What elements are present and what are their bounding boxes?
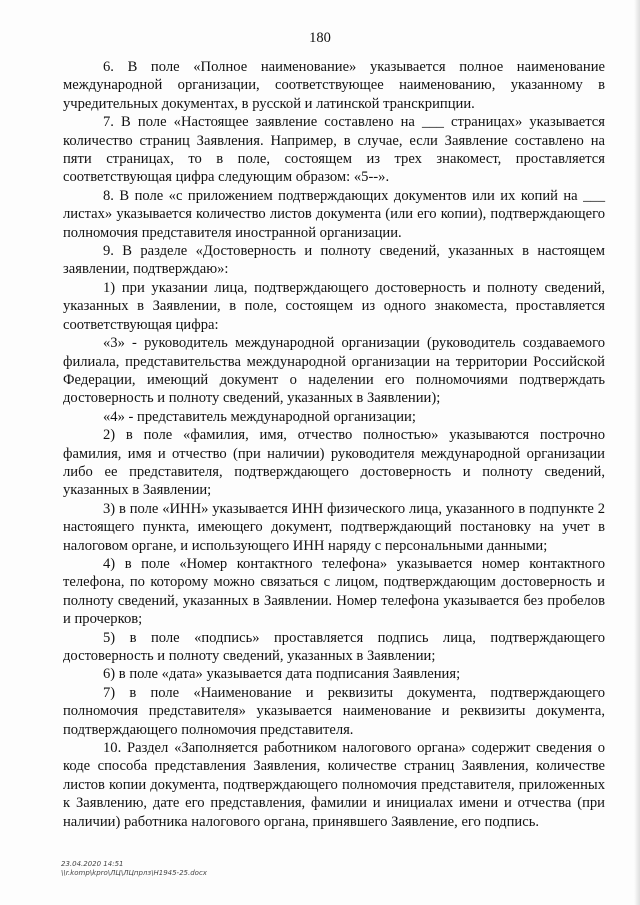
paragraph-9-option-4: «4» - представитель международной организации; [103,408,416,425]
paragraph-9-item-3: 3) в поле «ИНН» указывается ИНН физического лица, указанного в подпункте 2 настоящего пункта, имеющего документ, подтверждающий постановку на учет в налоговом органе, и использующего ИНН наряду с персональными данными; [63,500,605,554]
page-edge-shadow [634,0,640,905]
paragraph-9: 9. В разделе «Достоверность и полноту сведений, указанных в настоящем заявлении, подтверждаю»: [63,243,605,278]
paragraph-7: 7. В поле «Настоящее заявление составлено на ___ страницах» указывается количество страниц Заявления. Например, в случае, если Заявление составлено на пяти страницах, то в поле, состоящем из трех знакомест, проставляется соответствующая цифра следующим образом: «5--». [63,114,605,186]
paragraph-6: 6. В поле «Полное наименование» указывается полное наименование международной организации, соответствующее наименованию, указанному в учредительных документах, в русской и латинской транскрипции. [63,59,605,112]
page-number: 180 [309,30,331,46]
paragraph-8: 8. В поле «с приложением подтверждающих документов или их копий на ___ листах» указывается количество листов документа (или его копии), подтверждающего полномочия представителя иностранной организации. [63,187,605,241]
paragraph-10: 10. Раздел «Заполняется работником налогового органа» содержит сведения о коде способа представления Заявления, количестве страниц Заявления, количестве листов копии документа, подтверждающего полномочия представителя, приложенных к Заявлению, дате его представления, фамилии и инициалах имени и отчества (при наличии) работника налогового органа, принявшего Заявление, его подпись. [63,740,605,830]
paragraph-9-item-7: 7) в поле «Наименование и реквизиты документа, подтверждающего полномочия представителя» указывается наименование и реквизиты документа, подтверждающего полномочия представителя. [63,684,605,738]
document-body [63,58,605,831]
paragraph-9-item-1: 1) при указании лица, подтверждающего достоверность и полноту сведений, указанных в Заявлении, в поле, состоящем из одного знакоместа, проставляется соответствующая цифра: [63,279,605,333]
footer-file-path: \\r.komp\kpro\ЛЦ\ЛЦпрлз\Н1945-25.docx [61,869,207,877]
paragraph-9-item-2: 2) в поле «фамилия, имя, отчество полностью» указываются построчно фамилия, имя и отчество (при наличии) руководителя международной организации либо ее представителя, подтверждающего достоверность и полноту сведений, указанных в Заявлении; [63,427,605,499]
footer-timestamp: 23.04.2020 14:51 [61,860,124,868]
paragraph-9-item-6: 6) в поле «дата» указывается дата подписания Заявления; [103,666,461,683]
document-footer [61,860,207,878]
paragraph-9-option-3: «3» - руководитель международной организации (руководитель создаваемого филиала, представительства международной организации на территории Российской Федерации, имеющий документ о наделении его полномочиями подтверждать достоверность и полноту сведений, указанных в Заявлении); [63,335,605,407]
paragraph-9-item-4: 4) в поле «Номер контактного телефона» указывается номер контактного телефона, по которому можно связаться с лицом, подтверждающим достоверность и полноту сведений, указанных в Заявлении. Номер телефона указывается без пробелов и прочерков; [63,555,605,628]
paragraph-9-item-5: 5) в поле «подпись» проставляется подпись лица, подтверждающего достоверность и полноту сведений, указанных в Заявлении; [63,629,605,664]
